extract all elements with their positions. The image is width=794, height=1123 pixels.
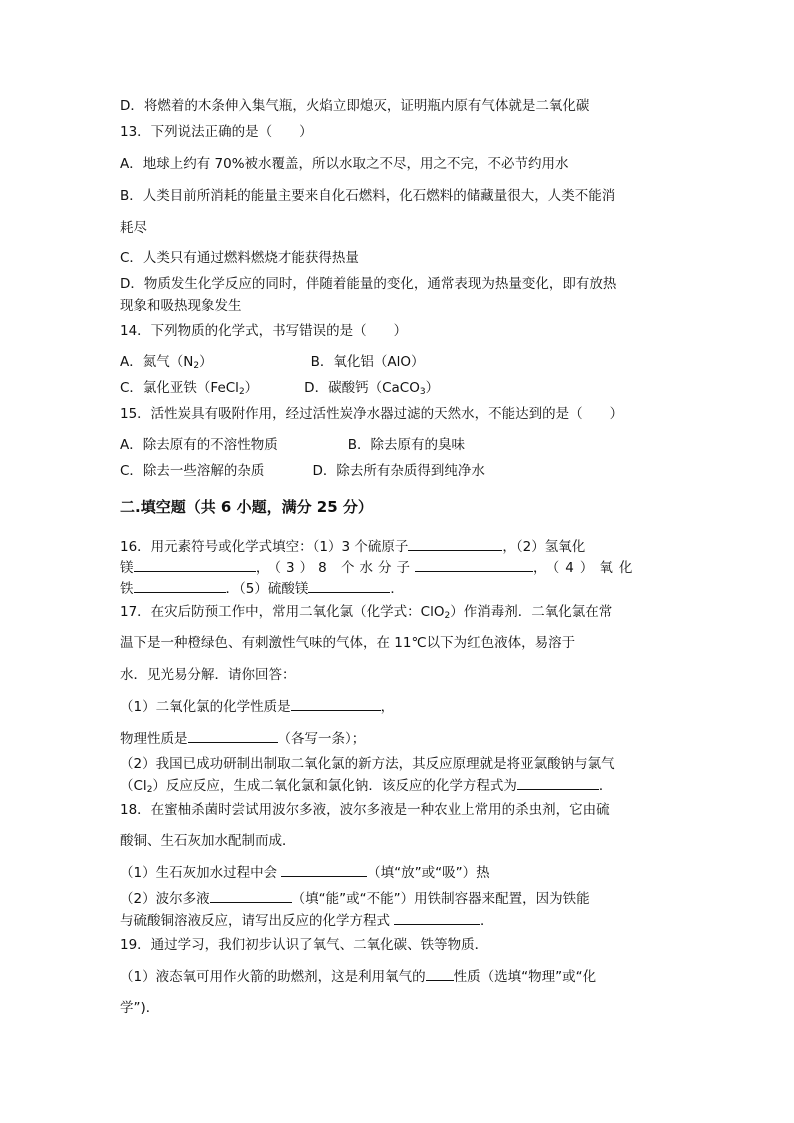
q13-option-b: B．人类目前所消耗的能量主要来自化石燃料，化石燃料的储藏量很大，人类不能消 — [120, 188, 616, 204]
q13-option-b-cont: 耗尽 — [120, 220, 147, 236]
q14-options-ab — [120, 353, 424, 375]
q12-option-d: D．将燃着的木条伸入集气瓶，火焰立即熄灭，证明瓶内原有气体就是二氧化碳 — [120, 98, 590, 114]
q17-part-2: （2）我国已成功研制出制取二氧化氯的新方法，其反应原理就是将亚氯酸钠与氯气 — [120, 756, 615, 772]
q16-blank-5[interactable] — [308, 579, 390, 593]
q15-option-b: B．除去原有的臭味 — [347, 437, 466, 453]
q15-options-ab — [120, 436, 465, 454]
q17-blank-1[interactable] — [291, 697, 381, 711]
q19-stem: 19．通过学习，我们初步认识了氧气、二氧化碳、铁等物质． — [120, 937, 489, 953]
q17-part-2-cont: $(Cl_2)$反应反应，生成二氧化氯和氯化钠．该反应的化学方程式为 ． — [120, 778, 613, 795]
q15-option-a: A．除去原有的不溶性物质 — [120, 437, 278, 453]
q17-part-1: （1）二氧化氯的化学性质是 ， — [120, 699, 395, 715]
q14-option-b: B．氧化铝（AlO） — [310, 354, 425, 370]
q18-part-2-cont: 与硫酸铜溶液反应，请写出反应的化学方程式 ． — [120, 913, 494, 929]
q14-options-cd — [120, 379, 439, 401]
q18-blank-2[interactable] — [210, 889, 292, 903]
q18-part-2: （2）波尔多液 （填“能”或“不能”）用铁制容器来配置，因为铁能 — [120, 891, 590, 907]
q15-stem: 15．活性炭具有吸附作用，经过活性炭净水器过滤的天然水，不能达到的是（ ） — [120, 406, 624, 422]
q18-part-1: （1）生石灰加水过程中会 （填“放”或“吸”）热 — [120, 865, 490, 881]
q15-options-cd — [120, 462, 485, 480]
q16-blank-2[interactable] — [134, 558, 256, 572]
q13-option-c: C．人类只有通过燃料燃烧才能获得热量 — [120, 250, 359, 266]
q14-option-a: A．氮气$(N_2)$ — [120, 354, 213, 371]
q18-blank-1[interactable] — [281, 863, 367, 877]
q14-option-c: C．氯化亚铁（FeCl$_2$） — [120, 380, 259, 397]
q16-line-1: 16．用元素符号或化学式填空：（1）3 个硫原子 ，（2）氢氧化 — [120, 539, 586, 555]
q16-blank-4[interactable] — [134, 579, 226, 593]
q15-option-d: D．除去所有杂质得到纯净水 — [312, 463, 485, 479]
q13-option-d: D．物质发生化学反应的同时，伴随着能量的变化，通常表现为热量变化，即有放热 — [120, 276, 617, 292]
q13-option-d-cont: 现象和吸热现象发生 — [120, 298, 242, 314]
q18-blank-3[interactable] — [394, 911, 480, 925]
q17-blank-3[interactable] — [517, 776, 599, 790]
q16-blank-1[interactable] — [408, 537, 502, 551]
q17-line-1: 17．在灾后防预工作中，常用二氧化氯（化学式：ClO$_2$）作消毒剂．二氧化氯在常 — [120, 604, 613, 621]
q14-stem: 14．下列物质的化学式，书写错误的是（ ） — [120, 323, 408, 339]
q16-line-3: 铁 ．（5）硫酸镁 ． — [120, 581, 404, 597]
q19-part-1: （1）液态氧可用作火箭的助燃剂，这是利用氧气的 性质（选填“物理”或“化 — [120, 969, 597, 985]
q15-option-c: C．除去一些溶解的杂质 — [120, 463, 265, 479]
q17-line-3: 水．见光易分解．请你回答： — [120, 667, 296, 683]
section-heading: 二.填空题（共 6 小题，满分 25 分） — [120, 498, 373, 516]
q18-line-2: 酸铜、生石灰加水配制而成． — [120, 833, 296, 849]
q13-stem: 13．下列说法正确的是（ ） — [120, 124, 313, 140]
q18-line-1: 18．在蜜柚杀菌时尝试用波尔多液，波尔多液是一种农业上常用的杀虫剂，它由硫 — [120, 802, 610, 818]
q19-part-1-cont: 学”)． — [120, 1000, 160, 1016]
q16-line-2: 镁 ，（3）8 个水分子 ，（4）氧化 — [120, 560, 639, 576]
q19-blank-1[interactable] — [426, 967, 454, 981]
q13-option-a: A．地球上约有 70%被水覆盖，所以水取之不尽，用之不完，不必节约用水 — [120, 156, 569, 172]
q14-option-d: D．碳酸钙（CaCO$_3$） — [304, 380, 440, 397]
q16-blank-3[interactable] — [415, 558, 533, 572]
q17-line-2: 温下是一种橙绿色、有刺激性气味的气体，在 11℃以下为红色液体，易溶于 — [120, 635, 576, 651]
q17-part-1-physical: 物理性质是 （各写一条）； — [120, 731, 366, 747]
q17-blank-2[interactable] — [188, 729, 278, 743]
